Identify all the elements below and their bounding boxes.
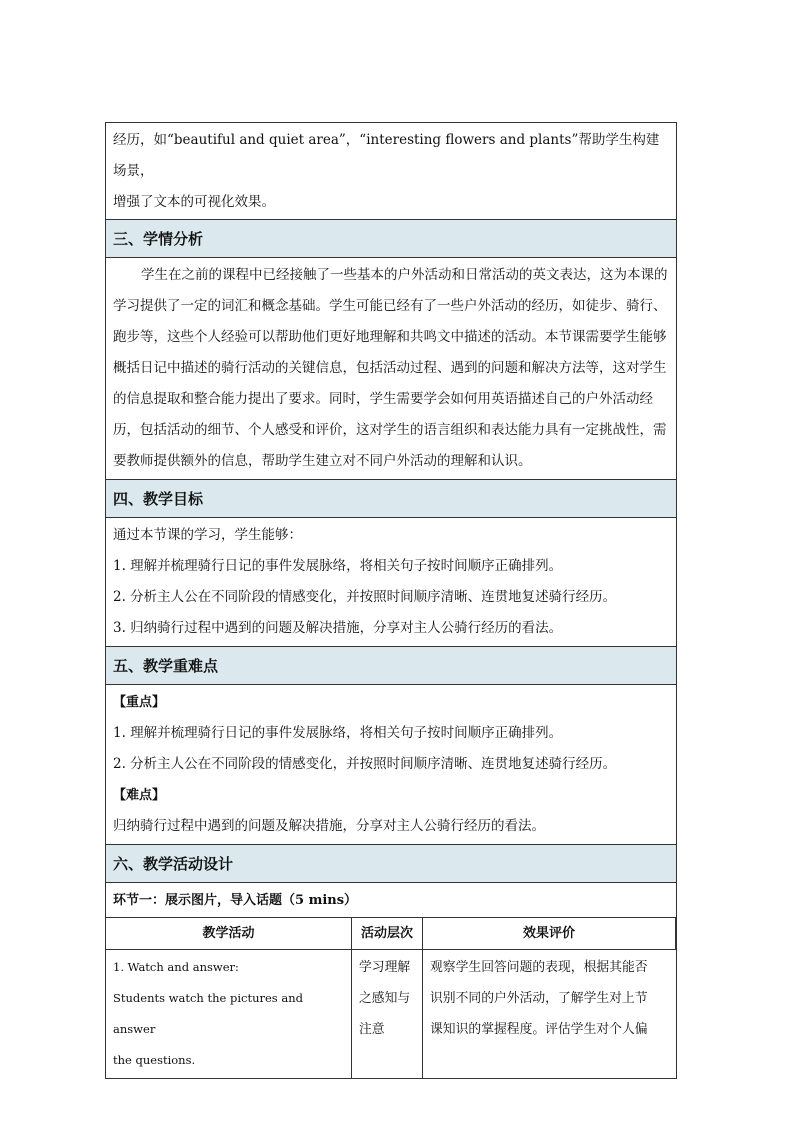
text-line: 经历，如“beautiful and quiet area”，“interesting flowers and plants”帮助学生构建场景， (113, 132, 660, 179)
evaluation-line: 观察学生回答问题的表现，根据其能否 (430, 960, 648, 975)
level-cell (352, 950, 423, 1078)
key-point-item: 2. 分析主人公在不同阶段的情感变化，并按照时间顺序清晰、连贯地复述骑行经历。 (113, 756, 617, 772)
key-point-item: 1. 理解并梳理骑行日记的事件发展脉络，将相关句子按时间顺序正确排列。 (113, 725, 563, 741)
evaluation-line: 识别不同的户外活动，了解学生对上节 (430, 991, 648, 1006)
objective-item: 1. 理解并梳理骑行日记的事件发展脉络，将相关句子按时间顺序正确排列。 (113, 558, 563, 574)
stage1-title: 环节一：展示图片，导入话题（5 mins） (106, 883, 676, 918)
activity-line: the questions. (113, 1053, 196, 1067)
level-line: 注意 (359, 1022, 385, 1037)
section3-paragraph: 学生在之前的课程中已经接触了一些基本的户外活动和日常活动的英文表达，这为本课的学习提供了一定的词汇和概念基础。学生可能已经有了一些户外活动的经历，如徒步、骑行、跑步等，这些个人经验可以帮助他们更好地理解和共鸣文中描述的活动。本节课需要学生能够概括日记中描述的骑行活动的关键信息，包括活动过程、遇到的问题和解决方法等，这对学生的信息提取和整合能力提出了要求。同时，学生需要学会如何用英语描述自己的户外活动经历，包括活动的细节、个人感受和评价，这对学生的语言组织和表达能力具有一定挑战性，需要教师提供额外的信息，帮助学生建立对不同户外活动的理解和认识。 (106, 258, 676, 480)
column-header-evaluation: 效果评价 (423, 918, 676, 950)
objective-item: 2. 分析主人公在不同阶段的情感变化，并按照时间顺序清晰、连贯地复述骑行经历。 (113, 589, 617, 605)
section2-continuation (106, 123, 676, 220)
section5-heading: 五、教学重难点 (106, 647, 676, 685)
section5-body (106, 685, 676, 845)
evaluation-cell (423, 950, 676, 1078)
difficult-points-label: 【难点】 (113, 788, 166, 803)
objectives-intro: 通过本节课的学习，学生能够： (113, 527, 302, 543)
column-header-activity: 教学活动 (106, 918, 352, 950)
level-line: 之感知与 (359, 991, 411, 1006)
objective-item: 3. 归纳骑行过程中遇到的问题及解决措施，分享对主人公骑行经历的看法。 (113, 620, 563, 636)
activity-line: 1. Watch and answer: (113, 960, 239, 974)
activity-line: Students watch the pictures and answer (113, 991, 303, 1036)
column-header-level: 活动层次 (352, 918, 423, 950)
section4-body (106, 518, 676, 647)
key-points-label: 【重点】 (113, 695, 166, 710)
section3-heading: 三、学情分析 (106, 220, 676, 258)
activity-cell (106, 950, 352, 1078)
level-line: 学习理解 (359, 960, 411, 975)
text-line: 增强了文本的可视化效果。 (113, 194, 275, 210)
section4-heading: 四、教学目标 (106, 480, 676, 518)
activity-table (106, 918, 676, 1078)
evaluation-line: 课知识的掌握程度。评估学生对个人偏 (430, 1022, 648, 1037)
difficult-point-text: 归纳骑行过程中遇到的问题及解决措施，分享对主人公骑行经历的看法。 (113, 818, 545, 834)
section6-heading: 六、教学活动设计 (106, 845, 676, 883)
lesson-plan-table (105, 122, 677, 1079)
